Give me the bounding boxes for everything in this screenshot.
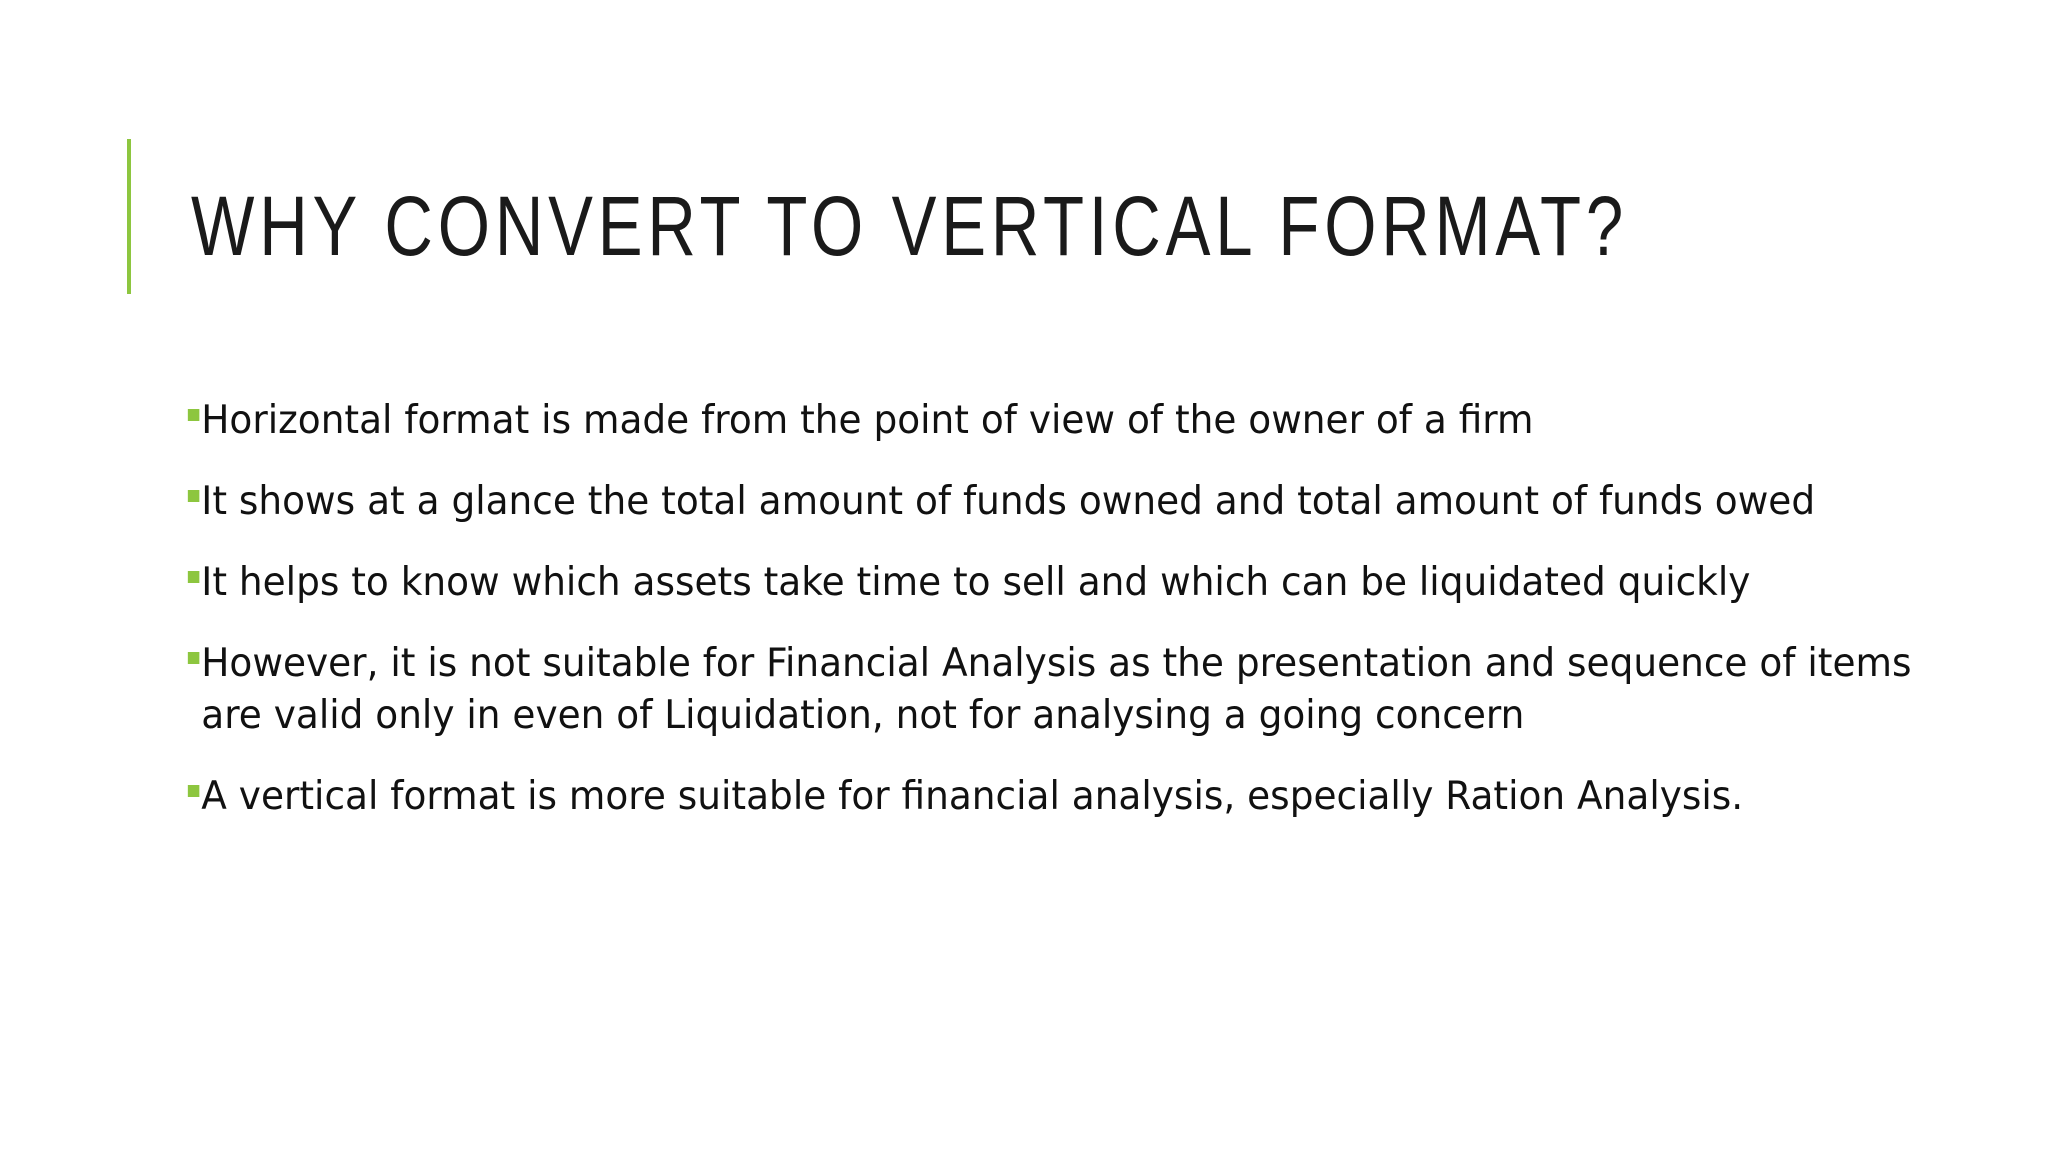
slide-title: WHY CONVERT TO VERTICAL FORMAT?: [191, 179, 1629, 273]
bullet-item: [184, 638, 1920, 742]
title-accent-bar: [127, 139, 131, 294]
bullet-text: It shows at a glance the total amount of funds owned and total amount of funds owed: [201, 479, 1816, 524]
bullet-text: Horizontal format is made from the point of view of the owner of a firm: [201, 398, 1534, 443]
square-bullet-icon: [188, 652, 200, 664]
bullet-text: A vertical format is more suitable for financial analysis, especially Ration Analysis.: [201, 774, 1744, 819]
square-bullet-icon: [188, 409, 200, 421]
bullet-item: [184, 395, 1920, 447]
square-bullet-icon: [188, 785, 200, 797]
bullet-list: [184, 395, 1912, 852]
bullet-item: [184, 557, 1920, 609]
square-bullet-icon: [188, 490, 200, 502]
bullet-item: [184, 771, 1920, 823]
bullet-text: However, it is not suitable for Financial Analysis as the presentation and sequence of items are valid only in even of Liquidation, not for analysing a going concern: [201, 641, 1912, 738]
square-bullet-icon: [188, 571, 200, 583]
bullet-text: It helps to know which assets take time to sell and which can be liquidated quickly: [201, 560, 1751, 605]
bullet-item: [184, 476, 1920, 528]
